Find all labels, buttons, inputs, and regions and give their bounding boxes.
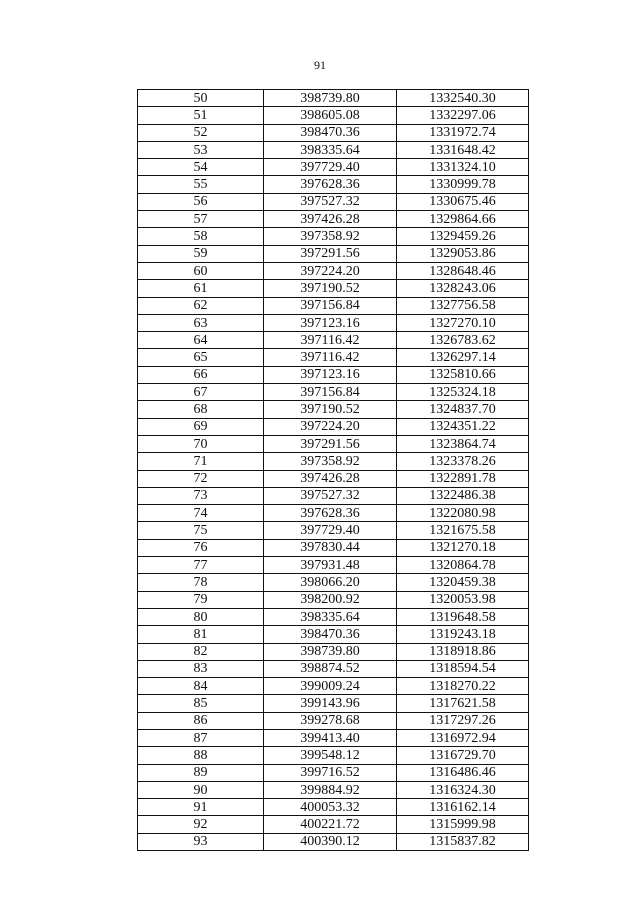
point-number-cell: 56	[138, 193, 264, 210]
x-coordinate-cell: 398739.80	[264, 643, 397, 660]
point-number-cell: 69	[138, 418, 264, 435]
table-row	[138, 297, 529, 314]
point-number-cell: 73	[138, 487, 264, 504]
x-coordinate-cell: 397426.28	[264, 211, 397, 228]
y-coordinate-cell: 1322891.78	[397, 470, 529, 487]
y-coordinate-cell: 1325324.18	[397, 384, 529, 401]
table-row	[138, 505, 529, 522]
x-coordinate-cell: 398605.08	[264, 107, 397, 124]
point-number-cell: 79	[138, 591, 264, 608]
table-row	[138, 349, 529, 366]
point-number-cell: 59	[138, 245, 264, 262]
table-row	[138, 712, 529, 729]
x-coordinate-cell: 399278.68	[264, 712, 397, 729]
point-number-cell: 90	[138, 781, 264, 798]
table-row	[138, 557, 529, 574]
point-number-cell: 68	[138, 401, 264, 418]
x-coordinate-cell: 397358.92	[264, 228, 397, 245]
y-coordinate-cell: 1326783.62	[397, 332, 529, 349]
point-number-cell: 75	[138, 522, 264, 539]
y-coordinate-cell: 1319648.58	[397, 608, 529, 625]
x-coordinate-cell: 397628.36	[264, 505, 397, 522]
y-coordinate-cell: 1318270.22	[397, 678, 529, 695]
x-coordinate-cell: 399143.96	[264, 695, 397, 712]
point-number-cell: 88	[138, 747, 264, 764]
x-coordinate-cell: 399009.24	[264, 678, 397, 695]
x-coordinate-cell: 397527.32	[264, 193, 397, 210]
point-number-cell: 86	[138, 712, 264, 729]
table-row	[138, 193, 529, 210]
x-coordinate-cell: 398066.20	[264, 574, 397, 591]
x-coordinate-cell: 397830.44	[264, 539, 397, 556]
point-number-cell: 50	[138, 90, 264, 107]
table-row	[138, 384, 529, 401]
y-coordinate-cell: 1315999.98	[397, 816, 529, 833]
y-coordinate-cell: 1320459.38	[397, 574, 529, 591]
table-row	[138, 435, 529, 452]
point-number-cell: 53	[138, 141, 264, 158]
y-coordinate-cell: 1326297.14	[397, 349, 529, 366]
y-coordinate-cell: 1331324.10	[397, 159, 529, 176]
x-coordinate-cell: 397729.40	[264, 159, 397, 176]
x-coordinate-cell: 397931.48	[264, 557, 397, 574]
x-coordinate-cell: 397291.56	[264, 245, 397, 262]
table-row	[138, 280, 529, 297]
point-number-cell: 72	[138, 470, 264, 487]
point-number-cell: 54	[138, 159, 264, 176]
point-number-cell: 62	[138, 297, 264, 314]
x-coordinate-cell: 398470.36	[264, 124, 397, 141]
y-coordinate-cell: 1315837.82	[397, 833, 529, 850]
x-coordinate-cell: 397156.84	[264, 297, 397, 314]
y-coordinate-cell: 1327756.58	[397, 297, 529, 314]
x-coordinate-cell: 398335.64	[264, 141, 397, 158]
table-row	[138, 228, 529, 245]
y-coordinate-cell: 1329459.26	[397, 228, 529, 245]
x-coordinate-cell: 398200.92	[264, 591, 397, 608]
y-coordinate-cell: 1328648.46	[397, 262, 529, 279]
point-number-cell: 74	[138, 505, 264, 522]
point-number-cell: 63	[138, 314, 264, 331]
x-coordinate-cell: 397291.56	[264, 435, 397, 452]
x-coordinate-cell: 397123.16	[264, 366, 397, 383]
point-number-cell: 81	[138, 626, 264, 643]
y-coordinate-cell: 1316324.30	[397, 781, 529, 798]
table-row	[138, 332, 529, 349]
x-coordinate-cell: 400053.32	[264, 799, 397, 816]
x-coordinate-cell: 397729.40	[264, 522, 397, 539]
point-number-cell: 77	[138, 557, 264, 574]
table-row	[138, 262, 529, 279]
table-row	[138, 729, 529, 746]
x-coordinate-cell: 398739.80	[264, 90, 397, 107]
point-number-cell: 85	[138, 695, 264, 712]
x-coordinate-cell: 397358.92	[264, 453, 397, 470]
x-coordinate-cell: 397190.52	[264, 401, 397, 418]
y-coordinate-cell: 1316162.14	[397, 799, 529, 816]
point-number-cell: 55	[138, 176, 264, 193]
x-coordinate-cell: 400221.72	[264, 816, 397, 833]
y-coordinate-cell: 1323864.74	[397, 435, 529, 452]
table-row	[138, 591, 529, 608]
x-coordinate-cell: 400390.12	[264, 833, 397, 850]
y-coordinate-cell: 1318594.54	[397, 660, 529, 677]
point-number-cell: 67	[138, 384, 264, 401]
y-coordinate-cell: 1321270.18	[397, 539, 529, 556]
table-row	[138, 159, 529, 176]
table-row	[138, 799, 529, 816]
table-row	[138, 453, 529, 470]
point-number-cell: 82	[138, 643, 264, 660]
x-coordinate-cell: 397156.84	[264, 384, 397, 401]
x-coordinate-cell: 397224.20	[264, 418, 397, 435]
point-number-cell: 66	[138, 366, 264, 383]
y-coordinate-cell: 1332297.06	[397, 107, 529, 124]
table-row	[138, 678, 529, 695]
y-coordinate-cell: 1331972.74	[397, 124, 529, 141]
y-coordinate-cell: 1320864.78	[397, 557, 529, 574]
point-number-cell: 89	[138, 764, 264, 781]
point-number-cell: 83	[138, 660, 264, 677]
x-coordinate-cell: 397224.20	[264, 262, 397, 279]
point-number-cell: 51	[138, 107, 264, 124]
point-number-cell: 87	[138, 729, 264, 746]
table-row	[138, 643, 529, 660]
point-number-cell: 61	[138, 280, 264, 297]
y-coordinate-cell: 1329864.66	[397, 211, 529, 228]
y-coordinate-cell: 1320053.98	[397, 591, 529, 608]
table-row	[138, 626, 529, 643]
x-coordinate-cell: 398874.52	[264, 660, 397, 677]
y-coordinate-cell: 1330999.78	[397, 176, 529, 193]
point-number-cell: 52	[138, 124, 264, 141]
x-coordinate-cell: 398335.64	[264, 608, 397, 625]
x-coordinate-cell: 397628.36	[264, 176, 397, 193]
table-row	[138, 418, 529, 435]
table-row	[138, 314, 529, 331]
x-coordinate-cell: 397527.32	[264, 487, 397, 504]
x-coordinate-cell: 398470.36	[264, 626, 397, 643]
table-row	[138, 539, 529, 556]
y-coordinate-cell: 1328243.06	[397, 280, 529, 297]
y-coordinate-cell: 1317621.58	[397, 695, 529, 712]
table-row	[138, 833, 529, 850]
point-number-cell: 76	[138, 539, 264, 556]
x-coordinate-cell: 399548.12	[264, 747, 397, 764]
point-number-cell: 70	[138, 435, 264, 452]
y-coordinate-cell: 1329053.86	[397, 245, 529, 262]
table-row	[138, 574, 529, 591]
x-coordinate-cell: 399884.92	[264, 781, 397, 798]
x-coordinate-cell: 399716.52	[264, 764, 397, 781]
y-coordinate-cell: 1322080.98	[397, 505, 529, 522]
point-number-cell: 57	[138, 211, 264, 228]
x-coordinate-cell: 397426.28	[264, 470, 397, 487]
table-row	[138, 401, 529, 418]
point-number-cell: 71	[138, 453, 264, 470]
x-coordinate-cell: 397123.16	[264, 314, 397, 331]
point-number-cell: 65	[138, 349, 264, 366]
point-number-cell: 58	[138, 228, 264, 245]
point-number-cell: 64	[138, 332, 264, 349]
point-number-cell: 78	[138, 574, 264, 591]
y-coordinate-cell: 1324351.22	[397, 418, 529, 435]
table-row	[138, 781, 529, 798]
point-number-cell: 84	[138, 678, 264, 695]
y-coordinate-cell: 1331648.42	[397, 141, 529, 158]
table-row	[138, 695, 529, 712]
x-coordinate-cell: 397190.52	[264, 280, 397, 297]
page-number: 91	[314, 58, 326, 72]
point-number-cell: 92	[138, 816, 264, 833]
y-coordinate-cell: 1317297.26	[397, 712, 529, 729]
table-row	[138, 487, 529, 504]
coordinates-table	[137, 89, 529, 851]
point-number-cell: 91	[138, 799, 264, 816]
y-coordinate-cell: 1318918.86	[397, 643, 529, 660]
y-coordinate-cell: 1321675.58	[397, 522, 529, 539]
table-row	[138, 608, 529, 625]
table-row	[138, 764, 529, 781]
table-row	[138, 747, 529, 764]
y-coordinate-cell: 1330675.46	[397, 193, 529, 210]
table-row	[138, 366, 529, 383]
x-coordinate-cell: 397116.42	[264, 349, 397, 366]
table-row	[138, 470, 529, 487]
point-number-cell: 80	[138, 608, 264, 625]
table-row	[138, 522, 529, 539]
table-row	[138, 176, 529, 193]
table-row	[138, 141, 529, 158]
table-row	[138, 245, 529, 262]
y-coordinate-cell: 1322486.38	[397, 487, 529, 504]
point-number-cell: 93	[138, 833, 264, 850]
y-coordinate-cell: 1324837.70	[397, 401, 529, 418]
y-coordinate-cell: 1323378.26	[397, 453, 529, 470]
table-row	[138, 124, 529, 141]
x-coordinate-cell: 397116.42	[264, 332, 397, 349]
table-row	[138, 211, 529, 228]
table-row	[138, 90, 529, 107]
y-coordinate-cell: 1316972.94	[397, 729, 529, 746]
y-coordinate-cell: 1332540.30	[397, 90, 529, 107]
y-coordinate-cell: 1325810.66	[397, 366, 529, 383]
point-number-cell: 60	[138, 262, 264, 279]
y-coordinate-cell: 1316486.46	[397, 764, 529, 781]
coordinates-table-body	[138, 90, 529, 851]
y-coordinate-cell: 1316729.70	[397, 747, 529, 764]
x-coordinate-cell: 399413.40	[264, 729, 397, 746]
y-coordinate-cell: 1319243.18	[397, 626, 529, 643]
y-coordinate-cell: 1327270.10	[397, 314, 529, 331]
table-row	[138, 816, 529, 833]
table-row	[138, 660, 529, 677]
table-row	[138, 107, 529, 124]
